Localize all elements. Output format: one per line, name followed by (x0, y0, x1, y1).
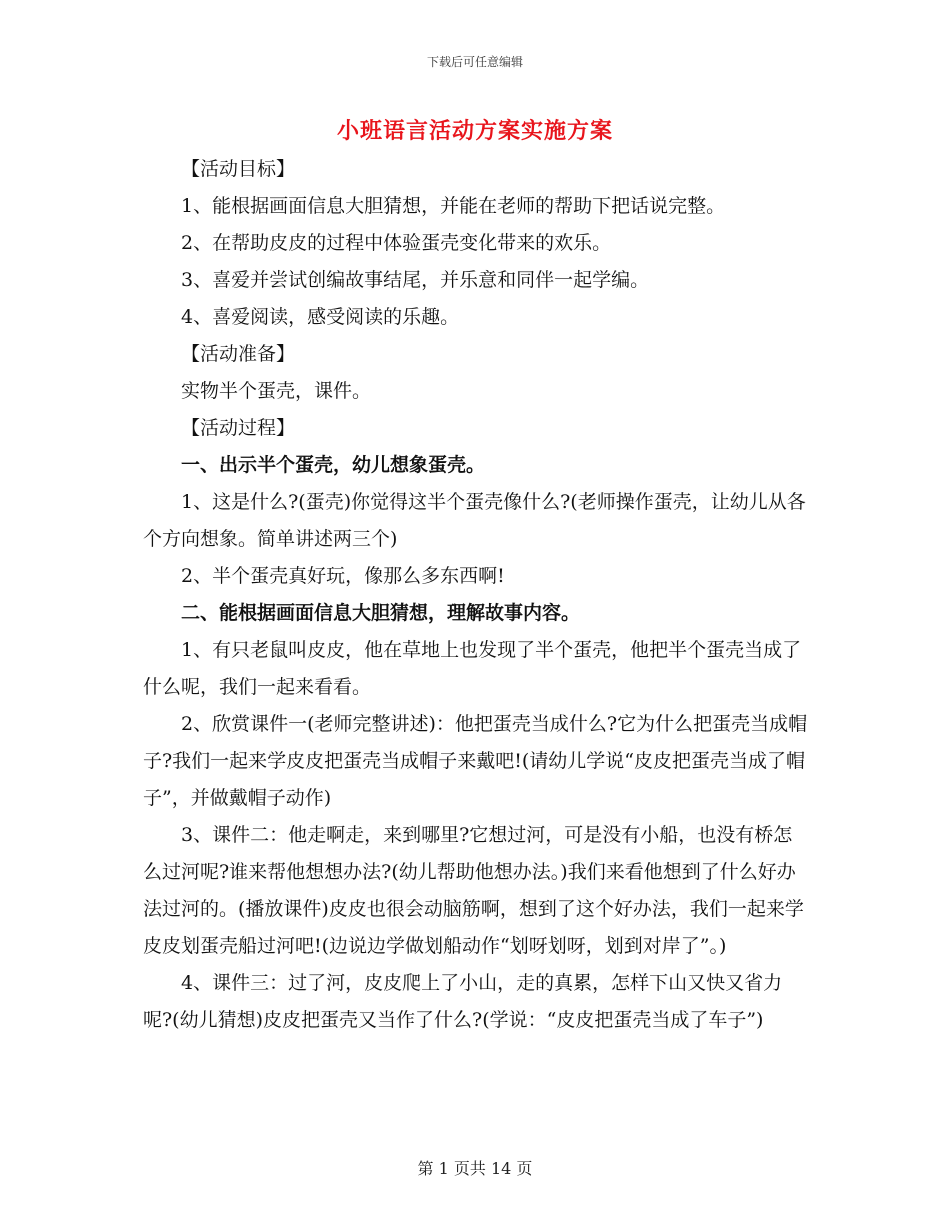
process-step-heading-2: 二、能根据画面信息大胆猜想，理解故事内容。 (181, 602, 581, 624)
page-header: 下载后可任意编辑 (426, 55, 523, 69)
process-paragraph: 2、半个蛋壳真好玩，像那么多东西啊! (181, 565, 505, 587)
goal-item-4: 4、喜爱阅读，感受阅读的乐趣。 (181, 306, 460, 328)
section-heading-process: 【活动过程】 (181, 417, 296, 439)
goal-item-1: 1、能根据画面信息大胆猜想，并能在老师的帮助下把话说完整。 (181, 195, 726, 217)
goal-item-2: 2、在帮助皮皮的过程中体验蛋壳变化带来的欢乐。 (181, 232, 612, 254)
page-footer: 第 1 页共 14 页 (417, 1159, 533, 1178)
process-paragraph: 1、有只老鼠叫皮皮，他在草地上也发现了半个蛋壳，他把半个蛋壳当成了什么呢，我们一起来看看。 (143, 639, 802, 698)
process-step-heading-1: 一、出示半个蛋壳，幼儿想象蛋壳。 (181, 454, 486, 476)
process-paragraph: 2、欣赏课件一(老师完整讲述)：他把蛋壳当成什么?它为什么把蛋壳当成帽子?我们一起来学皮皮把蛋壳当成帽子来戴吧!(请幼儿学说“皮皮把蛋壳当成了帽子”，并做戴帽子动作) (143, 713, 808, 809)
process-paragraph: 3、课件二：他走啊走，来到哪里?它想过河，可是没有小船，也没有桥怎么过河呢?谁来帮他想想办法?(幼儿帮助他想办法。)我们来看他想到了什么好办法过河的。(播放课件)皮皮也很会动脑筋啊，想到了这个好办法，我们一起来学皮皮划蛋壳船过河吧!(边说边学做划船动作“划呀划呀，划到对岸了”。) (143, 824, 804, 957)
document-body (143, 151, 809, 1039)
section-heading-goals: 【活动目标】 (181, 158, 296, 180)
document-title: 小班语言活动方案实施方案 (336, 118, 613, 144)
goal-item-3: 3、喜爱并尝试创编故事结尾，并乐意和同伴一起学编。 (181, 269, 650, 291)
process-paragraph: 4、课件三：过了河，皮皮爬上了小山，走的真累，怎样下山又快又省力呢?(幼儿猜想)皮皮把蛋壳又当作了什么?(学说：“皮皮把蛋壳当成了车子”) (143, 972, 783, 1031)
section-heading-preparation: 【活动准备】 (181, 343, 296, 365)
preparation-text: 实物半个蛋壳，课件。 (181, 380, 372, 402)
process-paragraph: 1、这是什么?(蛋壳)你觉得这半个蛋壳像什么?(老师操作蛋壳，让幼儿从各个方向想象。简单讲述两三个) (143, 491, 806, 550)
